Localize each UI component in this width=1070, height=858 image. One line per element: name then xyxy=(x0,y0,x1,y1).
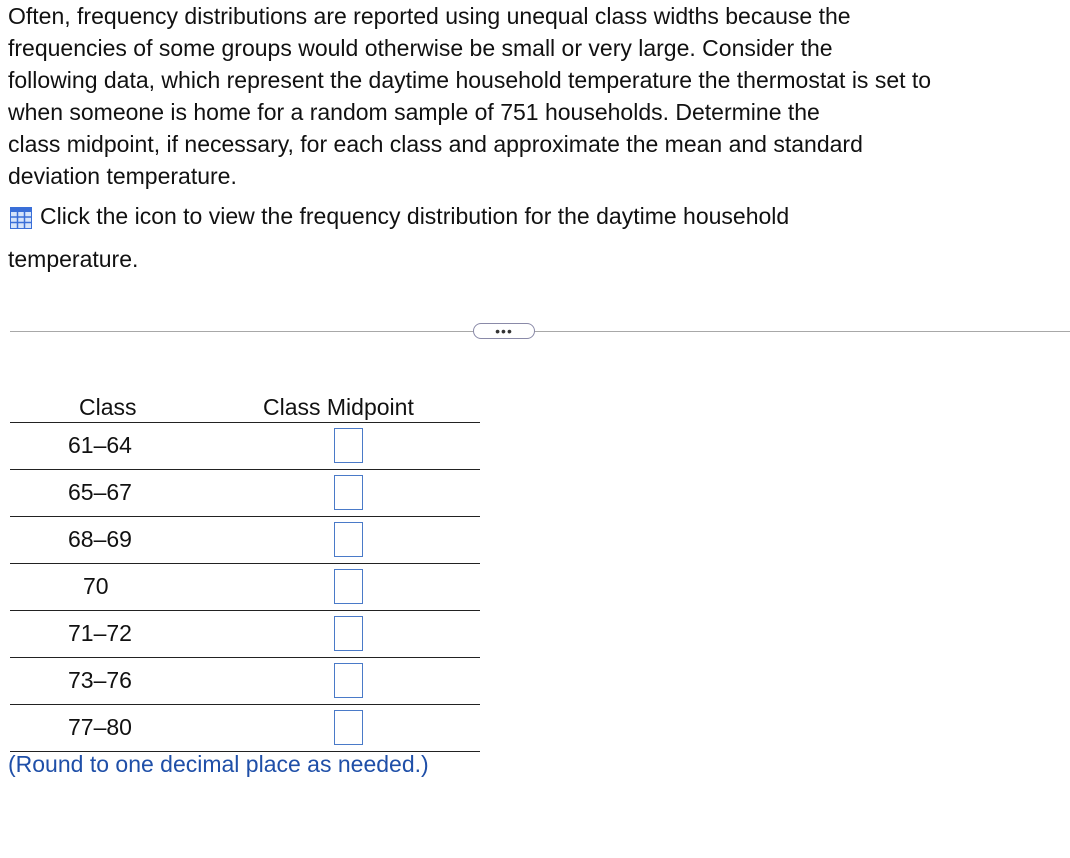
class-cell: 61–64 xyxy=(68,432,132,458)
class-cell: 71–72 xyxy=(68,620,132,646)
prompt-text-line1: Click the icon to view the frequency distribution for the daytime household xyxy=(40,203,790,229)
question-text xyxy=(8,0,1063,192)
header-class: Class xyxy=(79,394,137,420)
question-line: deviation temperature. xyxy=(8,163,237,189)
midpoint-input-61-64[interactable] xyxy=(334,428,363,463)
header-class-midpoint: Class Midpoint xyxy=(263,394,414,420)
class-cell: 65–67 xyxy=(68,479,132,505)
table-row xyxy=(10,564,480,610)
class-midpoint-table xyxy=(10,390,480,752)
class-cell: 73–76 xyxy=(68,667,132,693)
class-cell: 77–80 xyxy=(68,714,132,740)
section-divider xyxy=(10,331,1070,332)
table-header xyxy=(10,390,480,422)
prompt-text-line2: temperature. xyxy=(8,246,139,272)
midpoint-input-77-80[interactable] xyxy=(334,710,363,745)
table-row xyxy=(10,423,480,469)
frequency-distribution-prompt xyxy=(8,200,1060,272)
question-line: Often, frequency distributions are reported using unequal class widths because the xyxy=(8,3,851,29)
table-row xyxy=(10,705,480,751)
table-row xyxy=(10,611,480,657)
question-line: class midpoint, if necessary, for each class and approximate the mean and standard xyxy=(8,131,863,157)
more-options-button[interactable]: ••• xyxy=(473,323,535,339)
table-row xyxy=(10,470,480,516)
midpoint-input-71-72[interactable] xyxy=(334,616,363,651)
midpoint-input-68-69[interactable] xyxy=(334,522,363,557)
rounding-instruction: (Round to one decimal place as needed.) xyxy=(8,751,429,777)
question-line: frequencies of some groups would otherwise be small or very large. Consider the xyxy=(8,35,833,61)
table-grid-icon[interactable] xyxy=(10,205,32,227)
table-row xyxy=(10,517,480,563)
midpoint-input-73-76[interactable] xyxy=(334,663,363,698)
midpoint-input-70[interactable] xyxy=(334,569,363,604)
question-line: when someone is home for a random sample of 751 households. Determine the xyxy=(8,99,820,125)
question-line: following data, which represent the daytime household temperature the thermostat is set to xyxy=(8,67,932,93)
table-row xyxy=(10,658,480,704)
class-cell: 68–69 xyxy=(68,526,132,552)
class-cell: 70 xyxy=(83,573,109,599)
midpoint-input-65-67[interactable] xyxy=(334,475,363,510)
